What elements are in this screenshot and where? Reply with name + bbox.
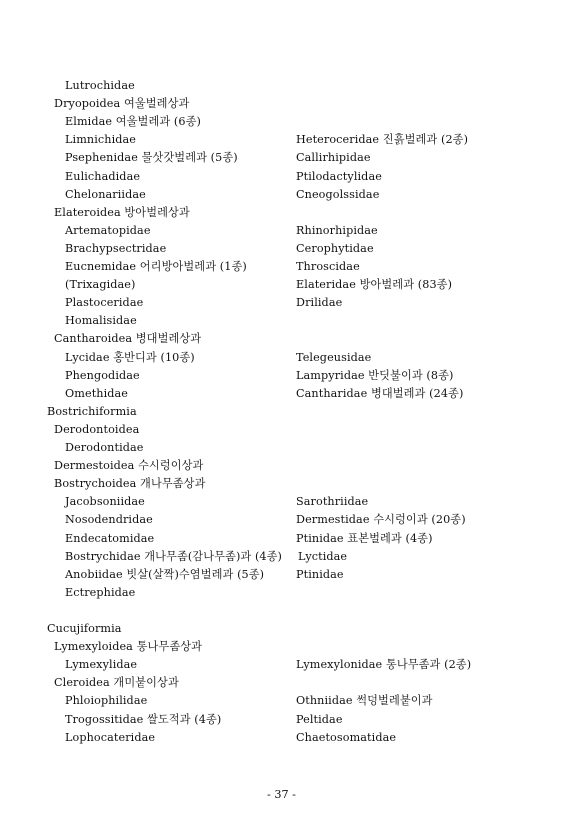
family-entry: Endecatomidae (65, 531, 155, 545)
family-entry: Telegeusidae (296, 350, 372, 364)
family-entry: Plastoceridae (65, 296, 144, 310)
family-entry: Cneogolssidae (296, 187, 380, 201)
family-entry: Omethidae (65, 386, 129, 400)
family-entry: Dermestidae 수시렁이과 (20종) (296, 513, 466, 527)
family-entry: Rhinorhipidae (296, 223, 378, 237)
family-entry: Cantharidae 병대벌레과 (24종) (296, 386, 464, 400)
page-number: - 37 - (267, 788, 296, 801)
family-entry: Derodontidae (65, 441, 144, 454)
family-entry: Phloiophilidae (65, 694, 148, 708)
family-entry: Ectrephidae (65, 585, 136, 599)
family-entry: Lophocateridae (65, 730, 156, 744)
superfamily-entry: Derodontoidea (54, 422, 140, 436)
family-entry: Lyctidae (298, 549, 348, 563)
family-entry: Peltidae (296, 712, 343, 726)
superfamily-entry: Dermestoidea 수시렁이상과 (54, 459, 204, 473)
family-entry: Cerophytidae (296, 241, 374, 255)
family-entry: Limnichidae (65, 133, 136, 147)
family-entry: Chelonariidae (65, 187, 146, 201)
family-entry: (Trixagidae) (65, 278, 136, 292)
family-entry: Eulichadidae (65, 169, 141, 183)
superfamily-entry: Cleroidea 개미붙이상과 (54, 676, 179, 690)
family-entry: Brachypsectridae (65, 241, 167, 255)
family-entry: Ptinidae (296, 567, 344, 581)
family-entry: Trogossitidae 쌀도적과 (4종) (65, 712, 222, 726)
superfamily-entry: Bostrychoidea 개나무좀상과 (54, 477, 206, 491)
family-entry: Drilidae (296, 296, 343, 310)
family-entry: Lymexylidae (65, 658, 138, 672)
family-entry: Throscidae (296, 260, 360, 273)
family-entry: Sarothriidae (296, 495, 369, 509)
superfamily-entry: Lymexyloidea 통나무좀상과 (54, 640, 203, 654)
family-entry: Heteroceridae 진흙벌레과 (2종) (296, 133, 469, 147)
family-entry: Lampyridae 반딧불이과 (8종) (296, 368, 454, 382)
superfamily-entry: Cantharoidea 병대벌레상과 (54, 332, 202, 346)
family-entry: Eucnemidae 어리방아벌레과 (1종) (65, 260, 247, 273)
superfamily-entry: Dryopoidea 여울벌레상과 (54, 97, 190, 111)
family-entry: Lycidae 홍반디과 (10종) (65, 350, 195, 364)
family-entry: Othniidae 썩덩벌레붙이과 (296, 694, 433, 708)
family-entry: Psephenidae 물삿갓벌레과 (5종) (65, 151, 238, 165)
infraorder-entry: Bostrichiformia (47, 404, 137, 418)
family-entry: Chaetosomatidae (296, 730, 397, 744)
family-entry: Callirhipidae (296, 151, 371, 165)
family-entry: Lutrochidae (65, 79, 135, 92)
family-entry: Nosodendridae (65, 513, 153, 527)
family-entry: Lymexylonidae 통나무좀과 (2종) (296, 658, 472, 672)
family-entry: Ptilodactylidae (296, 169, 382, 183)
family-entry: Phengodidae (65, 368, 140, 382)
family-entry: Artematopidae (65, 223, 151, 237)
family-entry: Anobiidae 빗살(살짝)수염벌레과 (5종) (65, 567, 265, 581)
family-entry: Elmidae 여울벌레과 (6종) (65, 115, 201, 129)
family-entry: Homalisidae (65, 314, 137, 328)
family-entry: Bostrychidae 개나무좀(감나무좀)과 (4종) (65, 549, 283, 563)
family-entry: Jacobsoniidae (65, 495, 145, 509)
family-entry: Ptinidae 표본벌레과 (4종) (296, 531, 433, 545)
family-entry: Elateridae 방아벌레과 (83종) (296, 278, 453, 292)
infraorder-entry: Cucujiformia (47, 622, 122, 635)
superfamily-entry: Elateroidea 방아벌레상과 (54, 205, 190, 219)
